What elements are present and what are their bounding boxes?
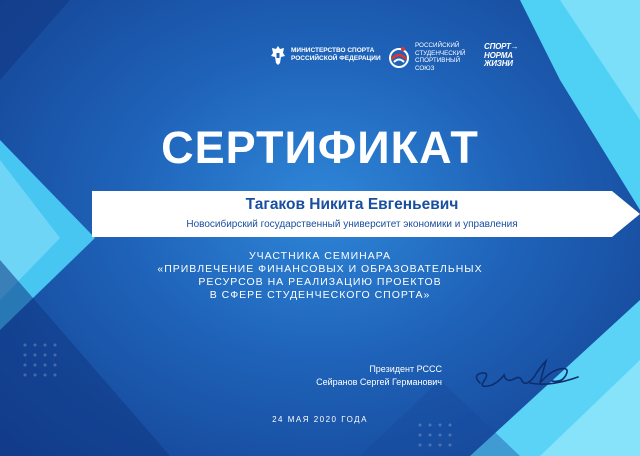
- logos-row: [0, 40, 640, 80]
- caption-line-3: РЕСУРСОВ НА РЕАЛИЗАЦИЮ ПРОЕКТОВ: [198, 276, 442, 288]
- rsss-emblem-icon: [387, 45, 411, 69]
- signatory-name: Сейранов Сергей Германович: [316, 377, 442, 387]
- signatory-role: Президент РССС: [369, 364, 442, 374]
- rsss-line-4: СОЮЗ: [415, 64, 435, 72]
- eagle-emblem-icon: [270, 44, 286, 66]
- name-band-tip: [612, 191, 640, 237]
- sport-norma-logo: [484, 43, 534, 69]
- certificate-date: 24 МАЯ 2020 ГОДА: [272, 415, 368, 424]
- certificate-title: СЕРТИФИКАТ: [161, 122, 479, 173]
- rsss-line-2: СТУДЕНЧЕСКИЙ: [415, 49, 466, 57]
- rsss-logo: [387, 42, 485, 72]
- caption-line-4: В СФЕРЕ СТУДЕНЧЕСКОГО СПОРТА»: [209, 289, 431, 301]
- sport-line-3: ЖИЗНИ: [484, 59, 513, 68]
- sport-line-2: НОРМА: [484, 50, 513, 60]
- caption-line-1: УЧАСТНИКА СЕМИНАРА: [248, 250, 392, 262]
- ministry-line-1: МИНИСТЕРСТВО СПОРТА: [291, 47, 375, 54]
- seminar-caption: [90, 250, 550, 302]
- signature-icon: [470, 353, 585, 398]
- sport-line-1: СПОРТ→: [484, 42, 519, 51]
- rsss-line-3: СПОРТИВНЫЙ: [415, 57, 461, 64]
- ministry-logo: [270, 44, 391, 66]
- rsss-line-1: РОССИЙСКИЙ: [415, 42, 460, 49]
- caption-line-2: «ПРИВЛЕЧЕНИЕ ФИНАНСОВЫХ И ОБРАЗОВАТЕЛЬНЫХ: [157, 263, 483, 275]
- ministry-line-2: РОССИЙСКОЙ ФЕДЕРАЦИИ: [291, 55, 381, 62]
- recipient-name: Тагаков Никита Евгеньевич: [245, 196, 459, 213]
- recipient-university: Новосибирский государственный университет экономики и управления: [186, 219, 518, 230]
